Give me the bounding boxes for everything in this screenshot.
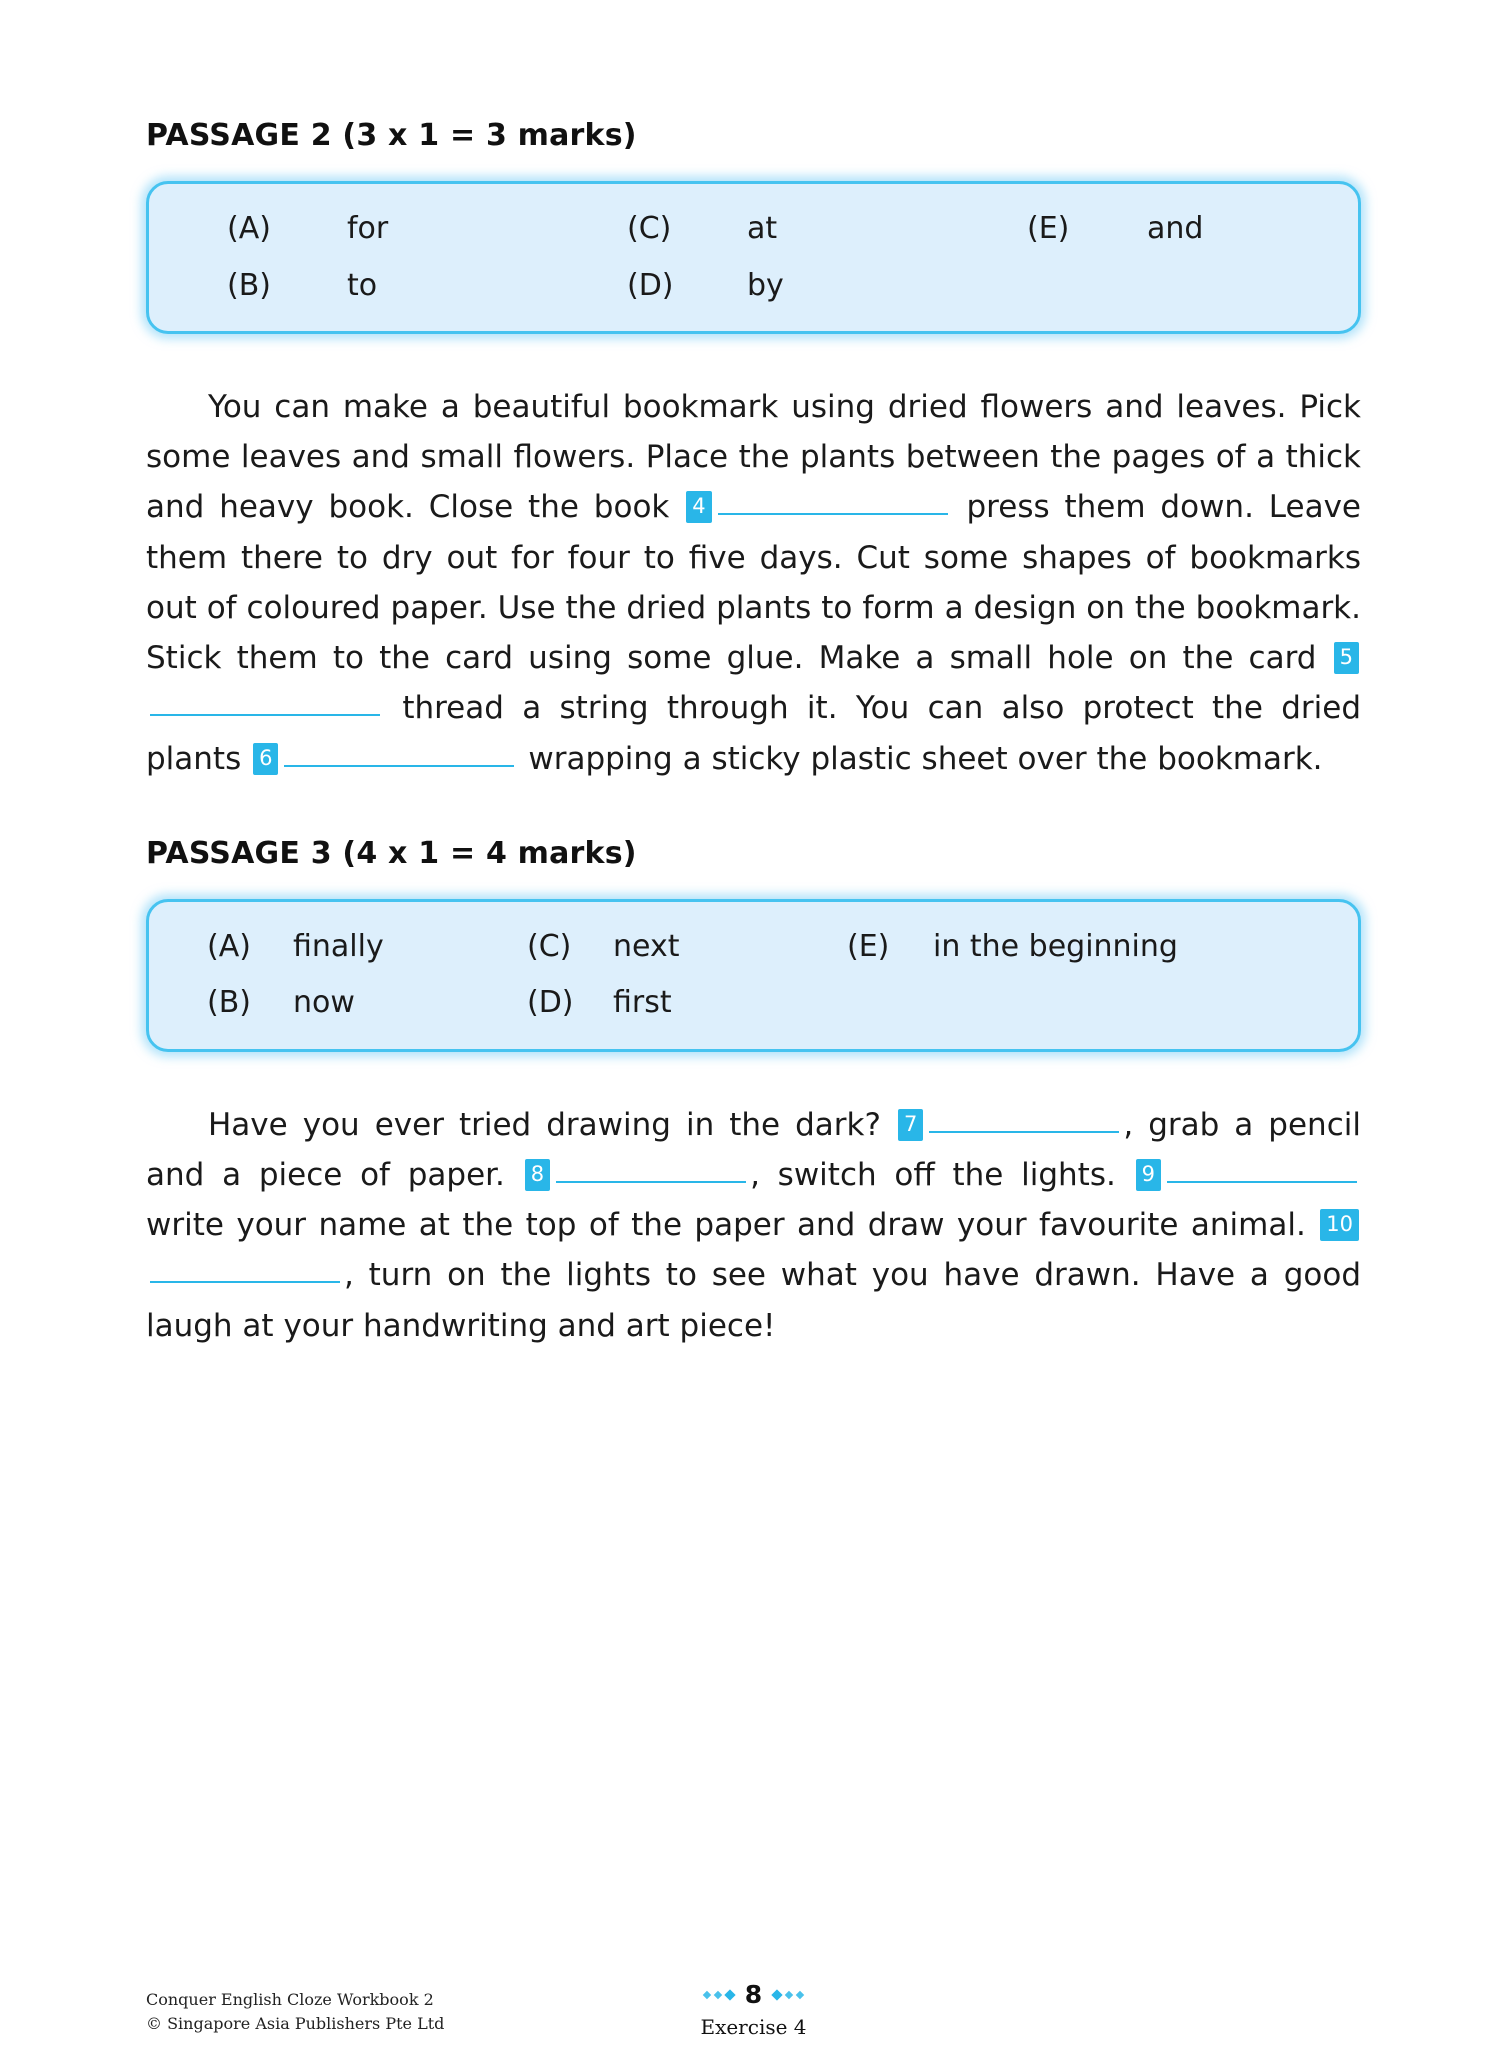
option-c-letter: (C) (527, 928, 572, 964)
option-e-text: in the beginning (933, 928, 1178, 964)
passage-3-title: PASSAGE 3 (4 x 1 = 4 marks) (146, 835, 637, 871)
option-a-text: for (347, 211, 389, 246)
footer-title: Conquer English Cloze Workbook 2 (146, 1990, 434, 2009)
option-d-letter: (D) (627, 267, 674, 303)
blank-number-9: 9 (1136, 1159, 1161, 1191)
option-c (527, 924, 847, 971)
diamond-icon (714, 1990, 722, 1998)
diamond-icon (796, 1990, 804, 1998)
answer-blank-4[interactable] (718, 495, 948, 515)
option-e-text: and (1147, 211, 1204, 246)
option-d (527, 980, 847, 1027)
diamond-icon (724, 1989, 735, 2000)
option-d (627, 263, 1027, 310)
passage-2-text (146, 382, 1361, 784)
option-a-letter: (A) (227, 211, 271, 246)
passage-3-segment-3: , switch off the lights. (750, 1156, 1116, 1193)
options-row (149, 263, 1358, 310)
blank-number-6: 6 (253, 743, 278, 775)
passage-3-segment-4: write your name at the top of the paper and draw your favourite animal. (146, 1207, 1306, 1244)
option-b-text: now (293, 985, 355, 1021)
options-row (149, 924, 1358, 971)
option-e (847, 924, 1178, 971)
passage-2-segment-1: You can make a beautiful bookmark using dried flowers and leaves. Pick some leaves and small flowers. Place the plants between the pages of a thick and heavy book. Close the book (146, 389, 1361, 526)
passage-2-segment-4: wrapping a sticky plastic sheet over the bookmark. (528, 740, 1323, 777)
option-c-letter: (C) (627, 211, 672, 246)
option-b (227, 263, 627, 310)
option-e-letter: (E) (847, 928, 890, 964)
option-c-text: at (747, 211, 778, 246)
answer-blank-6[interactable] (284, 747, 514, 767)
footer-page-marker (700, 1982, 806, 2039)
page-content (146, 118, 1361, 1403)
diamond-icon (703, 1990, 711, 1998)
option-b-letter: (B) (207, 985, 251, 1021)
options-row (149, 206, 1358, 253)
passage-3-options-box (146, 899, 1361, 1052)
exercise-label: Exercise 4 (700, 2015, 807, 2039)
page-number-row (700, 1982, 806, 2007)
diamond-icon (772, 1989, 783, 2000)
option-e-letter: (E) (1027, 211, 1070, 246)
passage-3-text (146, 1100, 1361, 1351)
option-d-text: by (747, 267, 784, 303)
answer-blank-8[interactable] (556, 1163, 746, 1183)
footer-credit (146, 1988, 444, 2036)
option-c (627, 206, 1027, 253)
answer-blank-10[interactable] (150, 1263, 340, 1283)
passage-2-segment-3: thread a string through it. You can also protect the dried plants (146, 690, 1361, 777)
answer-blank-7[interactable] (929, 1113, 1119, 1133)
passage-2-options-box (146, 181, 1361, 334)
option-e (1027, 206, 1427, 253)
option-b-letter: (B) (227, 267, 271, 303)
diamond-icon (785, 1990, 793, 1998)
passage-2-title: PASSAGE 2 (3 x 1 = 3 marks) (146, 118, 637, 153)
blank-number-5: 5 (1334, 642, 1359, 674)
blank-number-4: 4 (686, 491, 711, 523)
footer-copyright: © Singapore Asia Publishers Pte Ltd (146, 2014, 445, 2033)
passage-2-segment-2: press them down. Leave them there to dry out for four to five days. Cut some shapes of bookmarks out of coloured paper. Use the dried plants to form a design on the bookmark. Stick them to the card using some glue. Make a small hole on the card (146, 489, 1361, 677)
passage-3-segment-5: , turn on the lights to see what you have drawn. Have a good laugh at your handwriting and art piece! (146, 1257, 1361, 1344)
options-row (149, 980, 1358, 1027)
page-number: 8 (744, 1980, 763, 2009)
passage-3-segment-1: Have you ever tried drawing in the dark? (208, 1106, 881, 1143)
option-d-letter: (D) (527, 985, 574, 1021)
option-b (207, 980, 527, 1027)
option-d-text: first (613, 985, 672, 1021)
option-a-letter: (A) (207, 928, 251, 964)
blank-number-10: 10 (1320, 1209, 1359, 1241)
passage-3-segment-2: , grab a pencil and a piece of paper. (146, 1106, 1361, 1193)
answer-blank-5[interactable] (150, 696, 380, 716)
option-a (207, 924, 527, 971)
option-a (227, 206, 627, 253)
option-a-text: finally (293, 928, 384, 964)
option-b-text: to (347, 267, 378, 303)
blank-number-7: 7 (898, 1109, 923, 1141)
option-c-text: next (613, 928, 680, 964)
answer-blank-9[interactable] (1167, 1163, 1357, 1183)
blank-number-8: 8 (525, 1159, 550, 1191)
